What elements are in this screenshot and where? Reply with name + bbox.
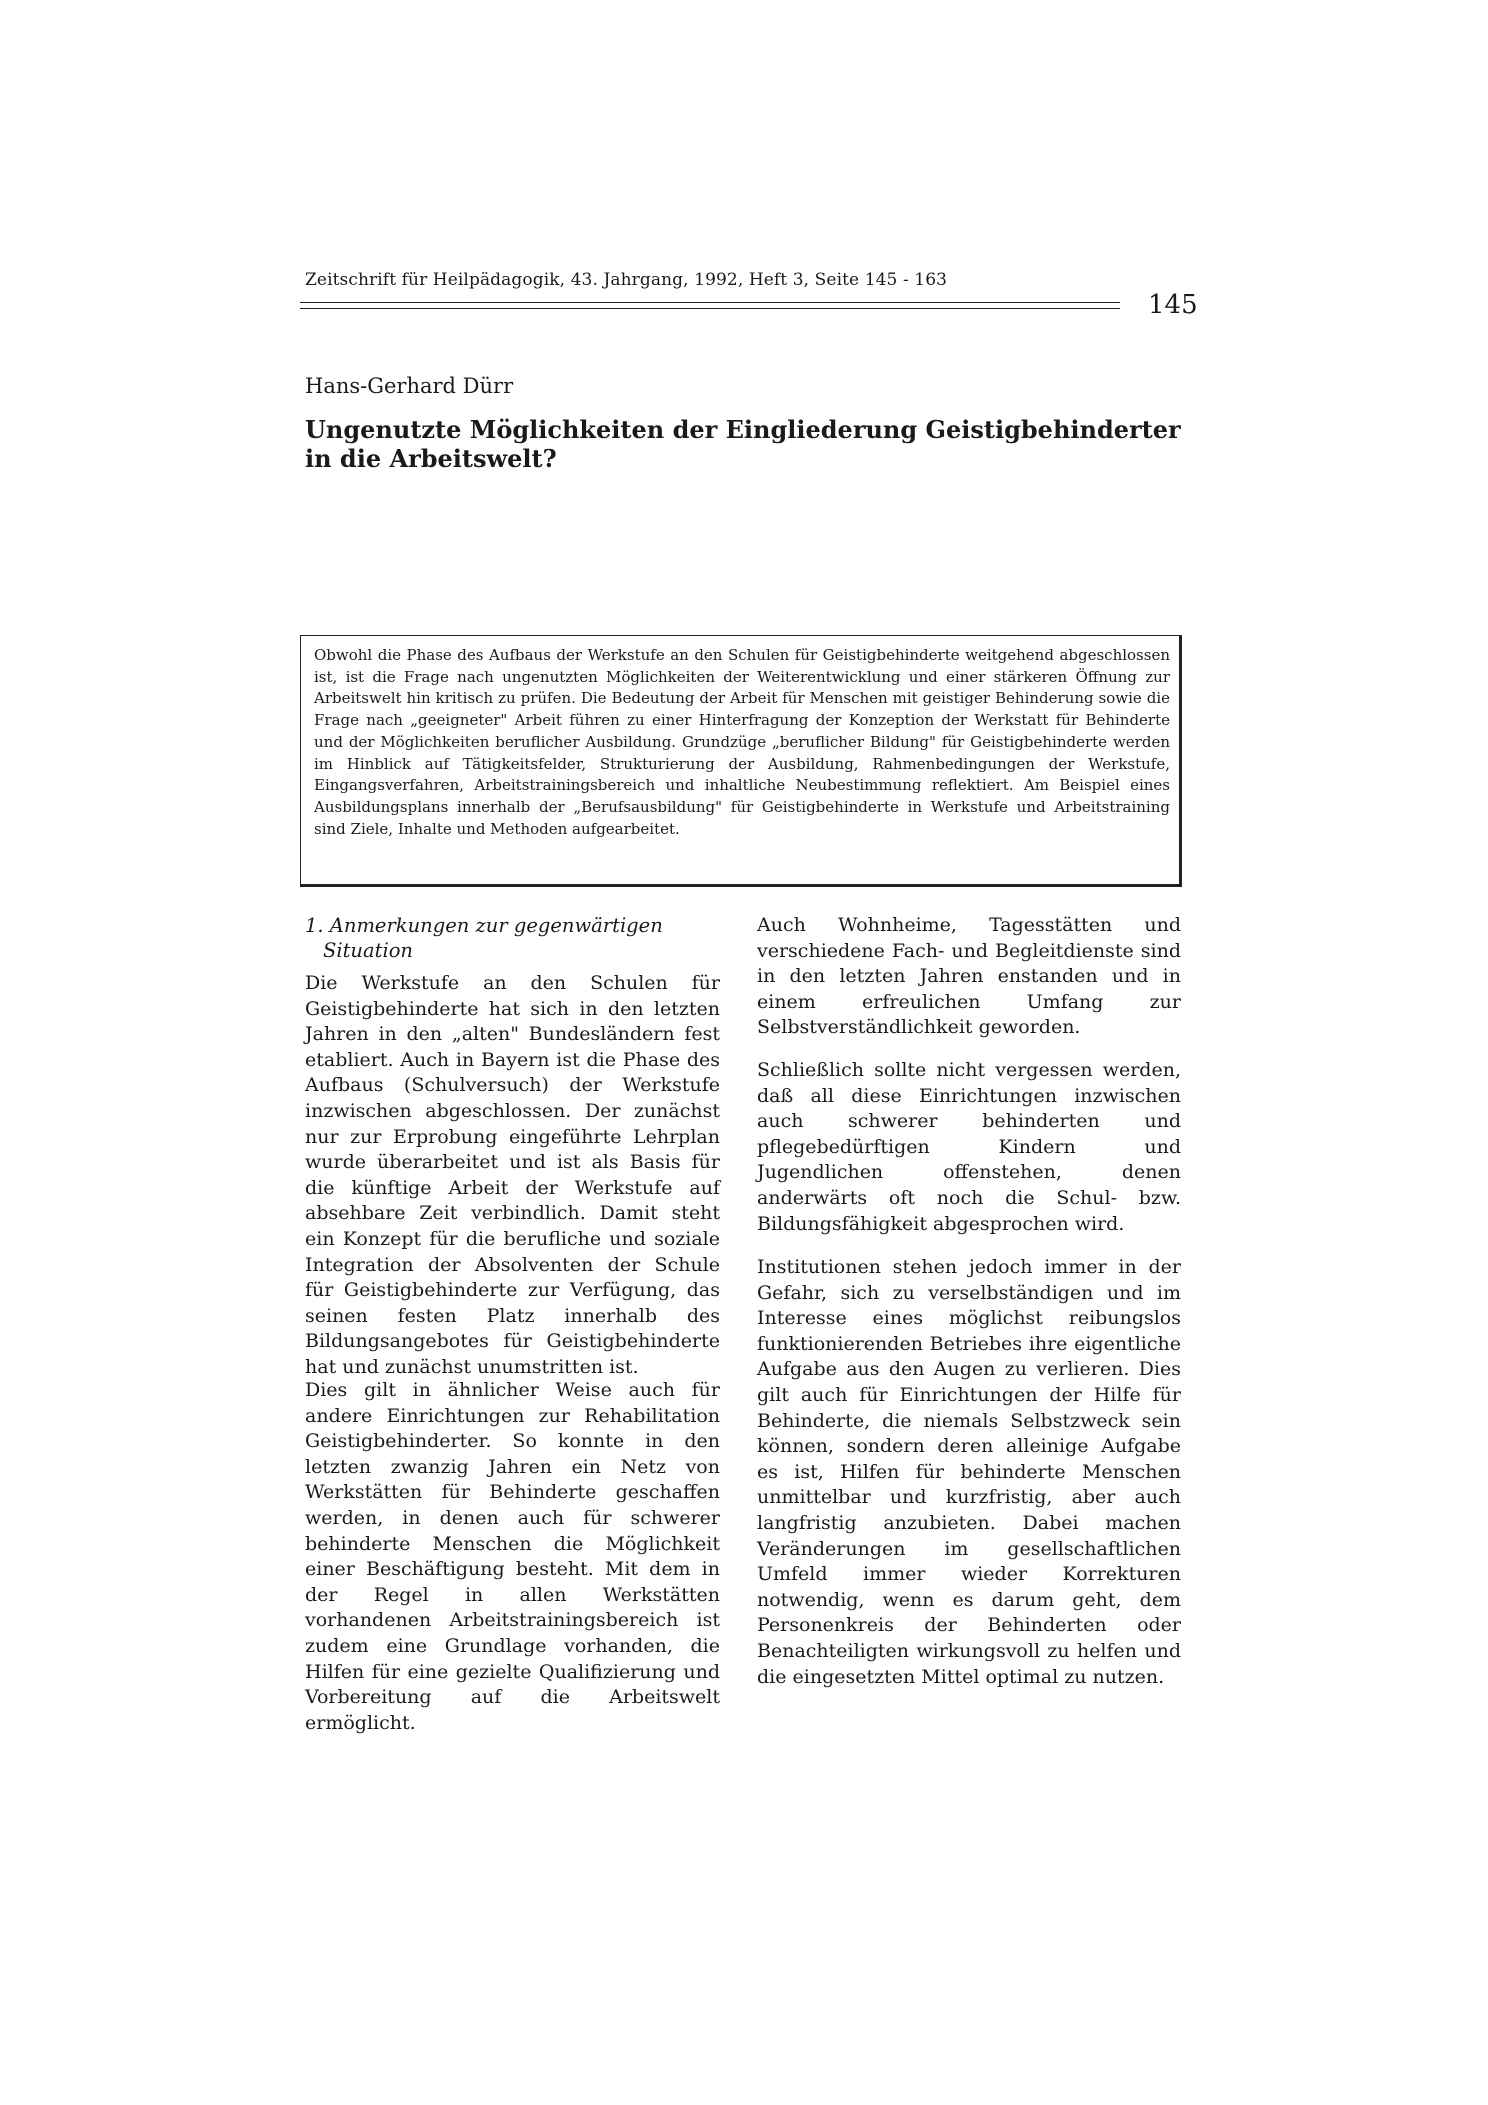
title-line-1: Ungenutzte Möglichkeiten der Eingliederung Geistigbehinderter [305,415,1181,444]
left-column-paragraph-2: Dies gilt in ähnlicher Weise auch für andere Einrichtungen zur Rehabilitation Geistigbehinderter. So konnte in den letzten zwanzig Jahren ein Netz von Werkstätten für Behinderte geschaffen werden, in denen auch für schwerer behinderte Menschen die Möglichkeit einer Beschäftigung besteht. Mit dem in der Regel in allen Werkstätten vorhandenen Arbeitstrainingsbereich ist zudem eine Grundlage vorhanden, die Hilfen für eine gezielte Qualifizierung und Vorbereitung auf die Arbeitswelt ermöglicht. [305,1379,720,1734]
page-number: 145 [1148,290,1198,320]
right-column-paragraph-2: Schließlich sollte nicht vergessen werden, daß all diese Einrichtungen inzwischen auch schwerer behinderten und pflegebedürftigen Kindern und Jugendlichen offenstehen, denen anderwärts oft noch die Schul- bzw. Bildungsfähigkeit abgesprochen wird. [757,1059,1181,1235]
header-double-rule [300,302,1120,312]
author-name: Hans-Gerhard Dürr [305,374,514,398]
section-heading-line-2: Situation [323,939,413,962]
journal-citation: Zeitschrift für Heilpädagogik, 43. Jahrgang, 1992, Heft 3, Seite 145 - 163 [305,270,948,290]
abstract-text: Obwohl die Phase des Aufbaus der Werkstufe an den Schulen für Geistigbehinderte weitgehend abgeschlossen ist, ist die Frage nach ungenutzten Möglichkeiten der Weiterentwicklung und einer stärkeren Öffnung zur Arbeitswelt hin kritisch zu prüfen. Die Bedeutung der Arbeit für Menschen mit geistiger Behinderung sowie die Frage nach „geeigneter" Arbeit führen zu einer Hinterfragung der Konzeption der Werkstatt für Behinderte und der Möglichkeiten beruflicher Ausbildung. Grundzüge „beruflicher Bildung" für Geistigbehinderte werden im Hinblick auf Tätigkeitsfelder, Strukturierung der Ausbildung, Rahmenbedingungen der Werkstufe, Eingangsverfahren, Arbeitstrainingsbereich und inhaltliche Neubestimmung reflektiert. Am Beispiel eines Ausbildungsplans innerhalb der „Berufsausbildung" für Geistigbehinderte in Werkstufe und Arbeitstraining sind Ziele, Inhalte und Methoden aufgearbeitet. [314,646,1170,838]
section-heading-line-1: 1. Anmerkungen zur gegenwärtigen [305,914,663,937]
rule-top [300,302,1120,303]
title-line-2: in die Arbeitswelt? [305,444,557,473]
right-column-paragraph-3: Institutionen stehen jedoch immer in der Gefahr, sich zu verselbständigen und im Interesse eines möglichst reibungslos funktionierenden Betriebes ihre eigentliche Aufgabe aus den Augen zu verlieren. Dies gilt auch für Einrichtungen der Hilfe für Behinderte, die niemals Selbstzweck sein können, sondern deren alleinige Aufgabe es ist, Hilfen für behinderte Menschen unmittelbar und kurzfristig, aber auch langfristig anzubieten. Dabei machen Veränderungen im gesellschaftlichen Umfeld immer wieder Korrekturen notwendig, wenn es darum geht, dem Personenkreis der Behinderten oder Benachteiligten wirkungsvoll zu helfen und die eingesetzten Mittel optimal zu nutzen. [757,1256,1181,1688]
rule-bottom [300,308,1120,309]
section-heading [305,913,725,963]
article-title [305,415,1181,473]
left-column-paragraph-1: Die Werkstufe an den Schulen für Geistigbehinderte hat sich in den letzten Jahren in den „alten" Bundesländern fest etabliert. Auch in Bayern ist die Phase des Aufbaus (Schulversuch) der Werkstufe inzwischen abgeschlossen. Der zunächst nur zur Erprobung eingeführte Lehrplan wurde überarbeitet und ist als Basis für die künftige Arbeit der Werkstufe auf absehbare Zeit verbindlich. Damit steht ein Konzept für die berufliche und soziale Integration der Absolventen der Schule für Geistigbehinderte zur Verfügung, das seinen festen Platz innerhalb des Bildungsangebotes für Geistigbehinderte hat und zunächst unumstritten ist. [305,972,720,1378]
right-column-paragraph-1: Auch Wohnheime, Tagesstätten und verschiedene Fach- und Begleitdienste sind in den letzten Jahren enstanden und in einem erfreulichen Umfang zur Selbstverständlichkeit geworden. [757,914,1181,1039]
